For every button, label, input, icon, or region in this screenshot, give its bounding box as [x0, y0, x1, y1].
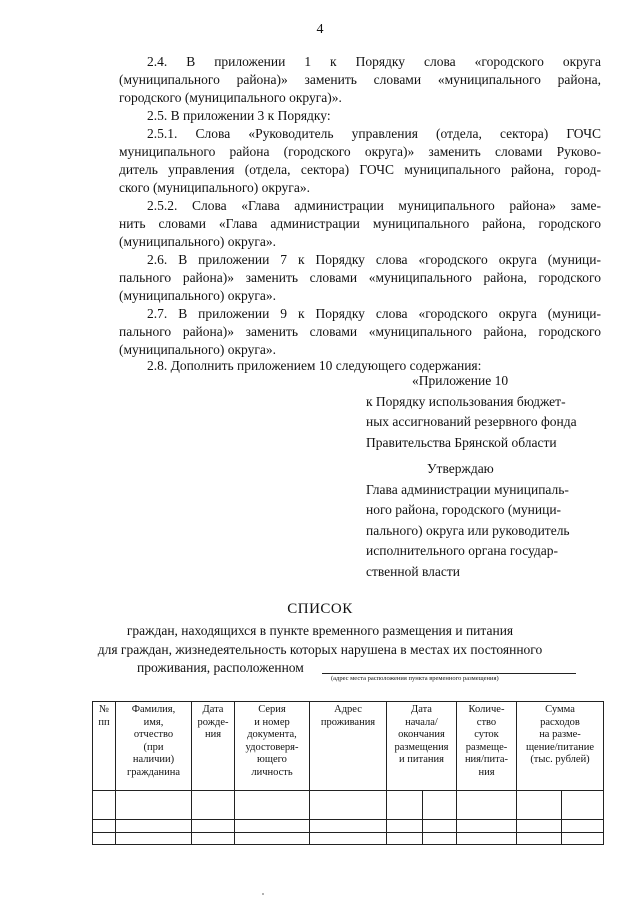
address-caption: (адрес места расположения пункта временного размещения): [331, 675, 499, 682]
paragraph-line: (муниципального района)» заменить словами «муниципального района,: [119, 72, 601, 87]
paragraph-line: 2.4. В приложении 1 к Порядку слова «городского округа: [147, 54, 601, 69]
paragraph-line: пального района)» заменить словами «муниципального района, городского: [119, 270, 601, 285]
address-underline: [322, 673, 576, 674]
paragraph-line: нить словами «Глава администрации муниципального района, городского: [119, 216, 601, 231]
table-subheader-row: [93, 790, 604, 820]
table-cell: [517, 820, 562, 832]
paragraph-p25: [119, 107, 601, 125]
table-cell: [116, 820, 192, 832]
table-cell: [93, 832, 116, 844]
table-cell: [192, 832, 235, 844]
appendix-header-line: Правительства Брянской области: [366, 434, 557, 450]
table-cell: [387, 790, 423, 820]
table-cell: [235, 832, 310, 844]
header-cell-dates: Дата начала/ окончания размещения и питания: [387, 702, 457, 791]
table-row: [93, 820, 604, 832]
table-cell: [93, 790, 116, 820]
table-cell: [517, 832, 562, 844]
table-cell: [235, 820, 310, 832]
approval-line: ного района, городского (муници-: [366, 502, 562, 517]
paragraph-line: (муниципального) округа».: [119, 288, 276, 303]
scan-speck: [262, 893, 264, 895]
table-cell: [93, 820, 116, 832]
header-cell-number: № пп: [93, 702, 116, 791]
paragraph-p24: [119, 53, 601, 107]
table-cell: [192, 790, 235, 820]
table-cell: [423, 790, 457, 820]
paragraph-line: 2.6. В приложении 7 к Порядку слова «городского округа (муници-: [147, 252, 601, 267]
table-cell: [310, 832, 387, 844]
appendix-header-line: «Приложение 10: [412, 373, 509, 388]
paragraph-p27: [119, 305, 601, 359]
appendix-header: [366, 371, 577, 453]
header-cell-amount: Сумма расходов на разме- щение/питание (тыс. рублей): [517, 702, 604, 791]
paragraph-line: 2.5.1. Слова «Руководитель управления (отдела, сектора) ГОЧС: [147, 126, 601, 141]
paragraph-p252: [119, 197, 601, 251]
header-cell-name: Фамилия, имя, отчество (при наличии) гражданина: [116, 702, 192, 791]
header-cell-days: Количе- ство суток размеще- ния/пита- ния: [457, 702, 517, 791]
table-cell: [562, 790, 604, 820]
table-cell: [423, 820, 457, 832]
paragraph-line: муниципального района (городского округа)» заменить словами Руково-: [119, 144, 601, 159]
table-cell: [192, 820, 235, 832]
table-cell: [423, 832, 457, 844]
table-cell: [387, 820, 423, 832]
table-cell: [457, 820, 517, 832]
approval-line: ственной власти: [366, 563, 461, 579]
appendix-header-line: к Порядку использования бюджет-: [366, 393, 566, 409]
paragraph-line: 2.5.2. Слова «Глава администрации муниципального района» заме-: [147, 198, 601, 213]
header-cell-address: Адрес проживания: [310, 702, 387, 791]
table-row: [93, 832, 604, 844]
header-cell-document: Серия и номер документа, удостоверя- ющего личность: [235, 702, 310, 791]
table-cell: [116, 832, 192, 844]
list-subtitle-line-2: для граждан, жизнедеятельность которых нарушена в местах их постоянного: [97, 642, 543, 657]
table-cell: [310, 820, 387, 832]
table-cell: [562, 820, 604, 832]
table-cell: [116, 790, 192, 820]
appendix-header-line: ных ассигнований резервного фонда: [366, 414, 577, 429]
paragraph-p26: [119, 251, 601, 305]
table-cell: [457, 832, 517, 844]
list-title: СПИСОК: [287, 601, 353, 617]
approval-heading: Утверждаю: [427, 461, 494, 476]
table-cell: [517, 790, 562, 820]
paragraph-p251: [119, 125, 601, 197]
paragraph-line: (муниципального) округа».: [119, 234, 276, 249]
paragraph-line: (муниципального) округа».: [119, 342, 276, 357]
approval-line: Глава администрации муниципаль-: [366, 481, 569, 497]
table-cell: [310, 790, 387, 820]
paragraph-line: городского (муниципального округа)».: [119, 90, 342, 105]
header-cell-birthdate: Дата рожде- ния: [192, 702, 235, 791]
paragraph-line: 2.7. В приложении 9 к Порядку слова «городского округа (муници-: [147, 306, 601, 321]
table-cell: [387, 832, 423, 844]
paragraph-line: дитель управления (отдела, сектора) ГОЧС муниципального района, город-: [119, 162, 601, 177]
table-cell: [457, 790, 517, 820]
approval-line: пального) округа или руководитель: [366, 522, 570, 538]
approval-block: [366, 459, 570, 582]
residents-table: [92, 701, 604, 845]
table-cell: [235, 790, 310, 820]
paragraph-line: ского (муниципального) округа».: [119, 180, 310, 195]
list-subtitle-line-1: граждан, находящихся в пункте временного размещения и питания: [126, 623, 514, 638]
page-number: 4: [316, 22, 324, 37]
list-subtitle-line-3: проживания, расположенном: [137, 660, 304, 675]
paragraph-line: 2.5. В приложении 3 к Порядку:: [147, 108, 331, 123]
approval-line: исполнительного органа государ-: [366, 543, 559, 558]
paragraph-line: 2.8. Дополнить приложением 10 следующего содержания:: [147, 358, 482, 373]
paragraph-line: пального района)» заменить словами «муниципального района, городского: [119, 324, 601, 339]
table-cell: [562, 832, 604, 844]
table-header-row: [93, 702, 604, 791]
